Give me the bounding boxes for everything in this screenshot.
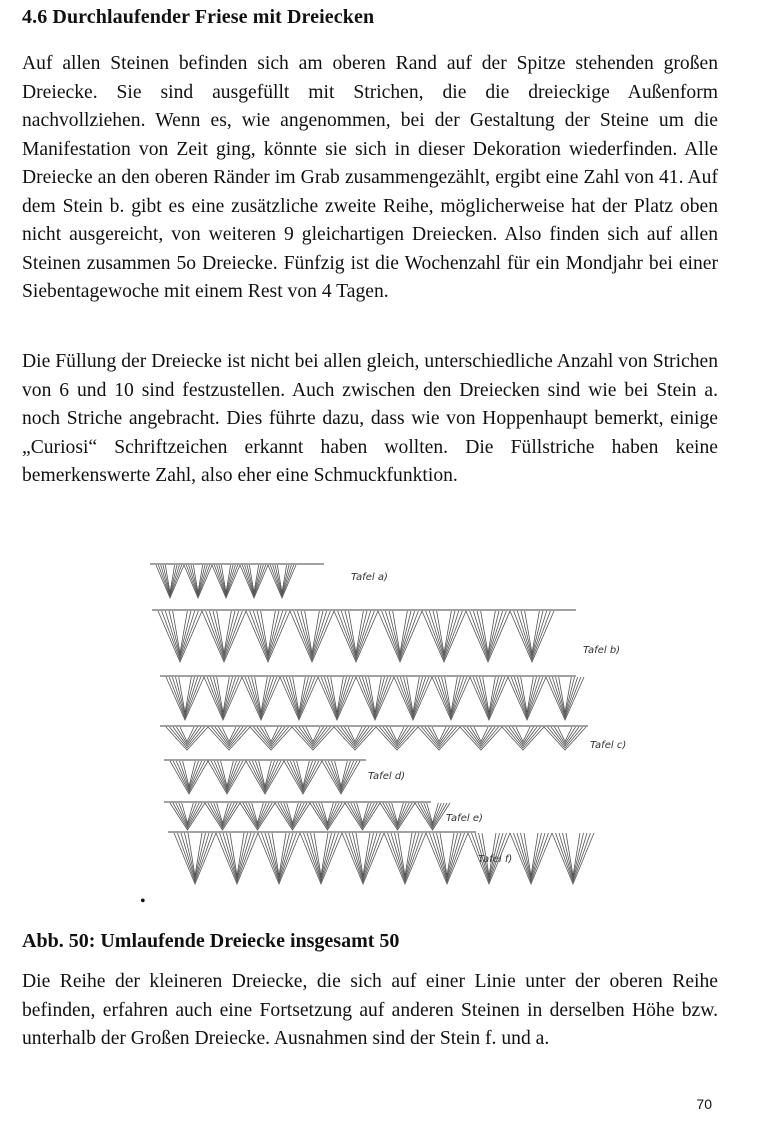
frieze-triangle <box>510 611 554 662</box>
label-tafel-b: Tafel b) <box>583 645 621 656</box>
frieze-drawing <box>136 548 656 908</box>
frieze-triangle <box>170 761 208 794</box>
frieze-triangle <box>166 677 204 720</box>
label-tafel-d: Tafel d) <box>368 771 406 782</box>
section-heading: 4.6 Durchlaufender Friese mit Dreiecken <box>22 6 375 28</box>
frieze-triangle <box>415 803 450 830</box>
frieze-triangle <box>156 565 184 598</box>
frieze-triangle <box>250 727 292 750</box>
label-tafel-e: Tafel e) <box>446 813 483 824</box>
frieze-triangle <box>510 833 552 884</box>
frieze-triangle <box>384 833 426 884</box>
frieze-triangle <box>240 565 268 598</box>
frieze-triangle <box>246 761 284 794</box>
frieze-triangle <box>426 833 468 884</box>
frieze-triangle <box>470 677 508 720</box>
frieze-triangle <box>290 611 334 662</box>
label-tafel-f: Tafel f) <box>478 854 513 865</box>
frieze-triangle <box>275 803 310 830</box>
frieze-triangle <box>205 803 240 830</box>
frieze-triangle <box>418 727 460 750</box>
frieze-triangle <box>258 833 300 884</box>
paragraph-3: Die Reihe der kleineren Dreiecke, die sich auf einer Linie unter der oberen Reihe befinden, erfahren auch eine Fortsetzung auf anderen Steinen in derselben Höhe bzw. unterhalb der Großen Dreiecke. Ausnahmen sind der Stein f. und a. <box>22 971 718 1049</box>
frieze-triangle <box>546 677 584 720</box>
frieze-triangle <box>174 833 216 884</box>
figure-caption: Abb. 50: Umlaufende Dreiecke insgesamt 50 <box>22 930 400 952</box>
frieze-row-e <box>164 802 450 830</box>
frieze-triangle <box>460 727 502 750</box>
frieze-triangle <box>432 677 470 720</box>
frieze-triangle <box>322 761 360 794</box>
frieze-row-d <box>164 760 366 794</box>
frieze-triangle <box>345 803 380 830</box>
frieze-triangle <box>284 761 322 794</box>
frieze-triangle <box>376 727 418 750</box>
frieze-triangle <box>380 803 415 830</box>
frieze-triangle <box>170 803 205 830</box>
frieze-triangle <box>394 677 432 720</box>
frieze-triangle <box>300 833 342 884</box>
frieze-triangle <box>212 565 240 598</box>
frieze-triangle <box>310 803 345 830</box>
frieze-triangle <box>292 727 334 750</box>
frieze-triangle <box>268 565 296 598</box>
frieze-triangle <box>166 727 208 750</box>
frieze-triangle <box>202 611 246 662</box>
frieze-triangle <box>216 833 258 884</box>
paragraph-2: Die Füllung der Dreiecke ist nicht bei allen gleich, unterschiedliche Anzahl von Strichen von 6 und 10 sind festzustellen. Auch zwischen den Dreiecken sind wie bei Stein a. noch Striche angebracht. Dies führte dazu, dass wie von Hoppenhaupt bemerkt, einige „Curiosi“ Schriftzeichen erkannt haben wollten. Die Füllstriche haben keine bemerkenswerte Zahl, also eher eine Schmuckfunktion. <box>22 351 718 486</box>
frieze-triangle <box>184 565 212 598</box>
triangle-frieze-figure <box>136 548 656 908</box>
frieze-triangle <box>508 677 546 720</box>
frieze-triangle <box>242 677 280 720</box>
frieze-row-c <box>160 726 588 750</box>
frieze-row-b2 <box>160 676 584 720</box>
frieze-triangle <box>356 677 394 720</box>
frieze-triangle <box>240 803 275 830</box>
frieze-triangle <box>334 611 378 662</box>
frieze-triangle <box>334 727 376 750</box>
frieze-triangle <box>422 611 466 662</box>
frieze-triangle <box>552 833 594 884</box>
frieze-triangle <box>544 727 586 750</box>
frieze-triangle <box>378 611 422 662</box>
frieze-triangle <box>246 611 290 662</box>
frieze-triangle <box>158 611 202 662</box>
frieze-triangle <box>318 677 356 720</box>
frieze-triangle <box>280 677 318 720</box>
frieze-row-f <box>168 832 594 884</box>
frieze-triangle <box>342 833 384 884</box>
stray-dot: • <box>140 893 146 910</box>
paragraph-1: Auf allen Steinen befinden sich am oberen Rand auf der Spitze stehenden großen Dreiecke. Sie sind ausgefüllt mit Strichen, die die dreieckige Außenform nachvollziehen. Wenn es, wie angenommen, bei der Gestaltung der Steine um die Manifestation von Zeit ging, könnte sie sich in dieser Dekoration wiederfinden. Alle Dreiecke an den oberen Ränder im Grab zusammengezählt, ergibt eine Zahl von 41. Auf dem Stein b. gibt es eine zusätzliche zweite Reihe, möglicherweise hat der Platz oben nicht ausgereicht, von weiteren 9 gleichartigen Dreiecken. Also finden sich auf allen Steinen zusammen 5o Dreiecke. Fünfzig ist die Wochenzahl für ein Mondjahr bei einer Siebentagewoche mit einem Rest von 4 Tagen. <box>22 53 718 302</box>
frieze-row-a <box>150 564 324 598</box>
frieze-triangle <box>208 727 250 750</box>
frieze-triangle <box>466 611 510 662</box>
label-tafel-c: Tafel c) <box>590 740 627 751</box>
frieze-triangle <box>502 727 544 750</box>
label-tafel-a: Tafel a) <box>351 572 388 583</box>
frieze-triangle <box>208 761 246 794</box>
frieze-row-b <box>152 610 576 662</box>
frieze-triangle <box>204 677 242 720</box>
page-number: 70 <box>696 1096 712 1112</box>
